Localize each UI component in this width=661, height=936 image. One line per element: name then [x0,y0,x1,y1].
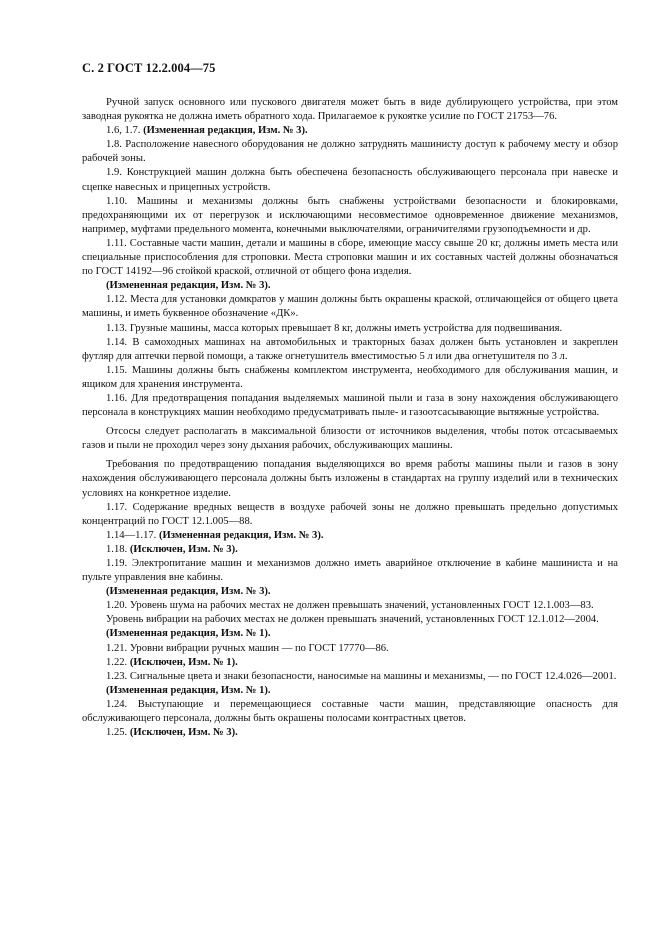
paragraph-text: 1.12. Места для установки домкратов у машин должны быть окрашены краской, отличающейся от общего цвета машины, и иметь буквенное обозначение «ДК». [82,294,618,320]
paragraph-text: 1.23. Сигнальные цвета и знаки безопасности, наносимые на машины и механизмы, — по ГОСТ 12.4.026—2001. [106,670,617,682]
paragraph [82,501,618,529]
clause-number: 1.6, 1.7. [106,125,144,137]
paragraph [82,698,618,726]
paragraph-text: 1.21. Уровни вибрации ручных машин — по ГОСТ 17770—86. [106,642,389,654]
paragraph [82,425,618,453]
clause-number: 1.14—1.17. [106,529,159,541]
paragraph [82,726,618,740]
paragraph-text: Требования по предотвращению попадания выделяющихся во время работы машины пыли и газов в зону нахождения обслуживающего персонала должны быть изложены в стандартах на группу изделий или в технических условиях на конкретное изделие. [82,459,618,499]
paragraph [82,124,618,138]
amendment-note: (Измененная редакция, Изм. № 3). [158,529,324,541]
paragraph [82,336,618,364]
paragraph-text: 1.17. Содержание вредных веществ в воздухе рабочей зоны не должно превышать предельно допустимых концентраций по ГОСТ 12.1.005—88. [82,501,618,527]
paragraph [82,670,618,684]
paragraph [82,642,618,656]
amendment-note: (Измененная редакция, Изм. № 3). [143,125,308,137]
paragraph-text: 1.10. Машины и механизмы должны быть снабжены устройствами безопасности и блокировками, предохраняющими их от перегрузок и исключающими несовместимое одновременное движение механизмов, например, муфтами предельного момента, конечными выключателями, ограничителями грузоподъемности и др. [82,195,618,235]
paragraph [82,138,618,166]
paragraph-text: 1.11. Составные части машин, детали и машины в сборе, имеющие массу свыше 20 кг, должны иметь места или специальные приспособления для строповки. Места строповки машин и их составных частей должны обозначаться по ГОСТ 14192—96 стойкой краской, отличной от общего фона изделия. [82,237,618,278]
paragraph [82,166,618,194]
paragraph-text: 1.15. Машины должны быть снабжены комплектом инструмента, необходимого для обслуживания машин, и ящиком для хранения инструмента. [82,364,618,390]
amendment-note: (Измененная редакция, Изм. № 3). [106,586,271,598]
paragraph-text: 1.14. В самоходных машинах на автомобильных и тракторных базах должен быть установлен и закреплен футляр для аптечки первой помощи, а также огнетушитель вместимостью 5 л или два огнетушителя по 3 л. [82,336,618,362]
paragraph [82,557,618,585]
amendment-note: (Измененная редакция, Изм. № 1). [106,684,271,696]
clause-number: 1.18. [106,543,130,555]
paragraph-text: 1.9. Конструкцией машин должна быть обеспечена безопасность обслуживающего персонала при навеске и сцепке навесных и прицепных устройств. [82,167,618,193]
paragraph [82,364,618,392]
paragraph [82,613,618,627]
paragraph-text: 1.20. Уровень шума на рабочих местах не должен превышать значений, установленных ГОСТ 12.1.003—83. [106,600,594,612]
paragraph-text: 1.13. Грузные машины, масса которых превышает 8 кг, должны иметь устройства для подвешивания. [106,322,563,334]
paragraph-text: 1.24. Выступающие и перемещающиеся составные части машин, представляющие опасность для обслуживающего персонала, должны быть окрашены полосами контрастных цветов. [82,698,618,725]
document-body [82,96,618,740]
paragraph [82,293,618,321]
paragraph [82,529,618,543]
paragraph-text: Отсосы следует располагать в максимальной близости от источников выделения, чтобы поток отсасываемых газов и пыли не проходил через зону дыхания рабочих, обслуживающих машины. [82,426,618,452]
paragraph [82,279,618,293]
paragraph [82,322,618,336]
amendment-note: (Измененная редакция, Изм. № 1). [106,628,271,640]
paragraph [82,627,618,641]
amendment-note: (Исключен, Изм. № 3). [129,543,238,555]
paragraph [82,585,618,599]
clause-number: 1.22. [106,656,130,668]
paragraph [82,684,618,698]
paragraph [82,392,618,420]
paragraph-text: 1.19. Электропитание машин и механизмов должно иметь аварийное отключение в кабине машиниста и на пульте управления вне кабины. [82,558,618,584]
paragraph [82,458,618,500]
paragraph [82,656,618,670]
amendment-note: (Измененная редакция, Изм. № 3). [106,280,271,292]
paragraph [82,237,618,279]
page-header: С. 2 ГОСТ 12.2.004—75 [82,61,216,75]
paragraph [82,599,618,613]
clause-number: 1.25. [106,727,130,739]
amendment-note: (Исключен, Изм. № 1). [129,656,238,668]
paragraph-text: 1.8. Расположение навесного оборудования не должно затруднять машинисту доступ к рабочему месту и обзор рабочей зоны. [82,139,618,165]
amendment-note: (Исключен, Изм. № 3). [129,727,238,739]
paragraph-text: Уровень вибрации на рабочих местах не должен превышать значений, установленных ГОСТ 12.1.012—2004. [106,614,599,626]
paragraph-text: 1.16. Для предотвращения попадания выделяемых машиной пыли и газа в зону нахождения обслуживающего персонала в конструкциях машин необходимо предусматривать пыле- и газоотсасывающие вытяжные устройства. [82,392,618,419]
paragraph [82,195,618,237]
paragraph-text: Ручной запуск основного или пускового двигателя может быть в виде дублирующего устройства, при этом заводная рукоятка не должна иметь обратного хода. Прилагаемое к рукоятке усилие по ГОСТ 21753—76. [82,97,618,123]
paragraph [82,543,618,557]
paragraph [82,96,618,124]
